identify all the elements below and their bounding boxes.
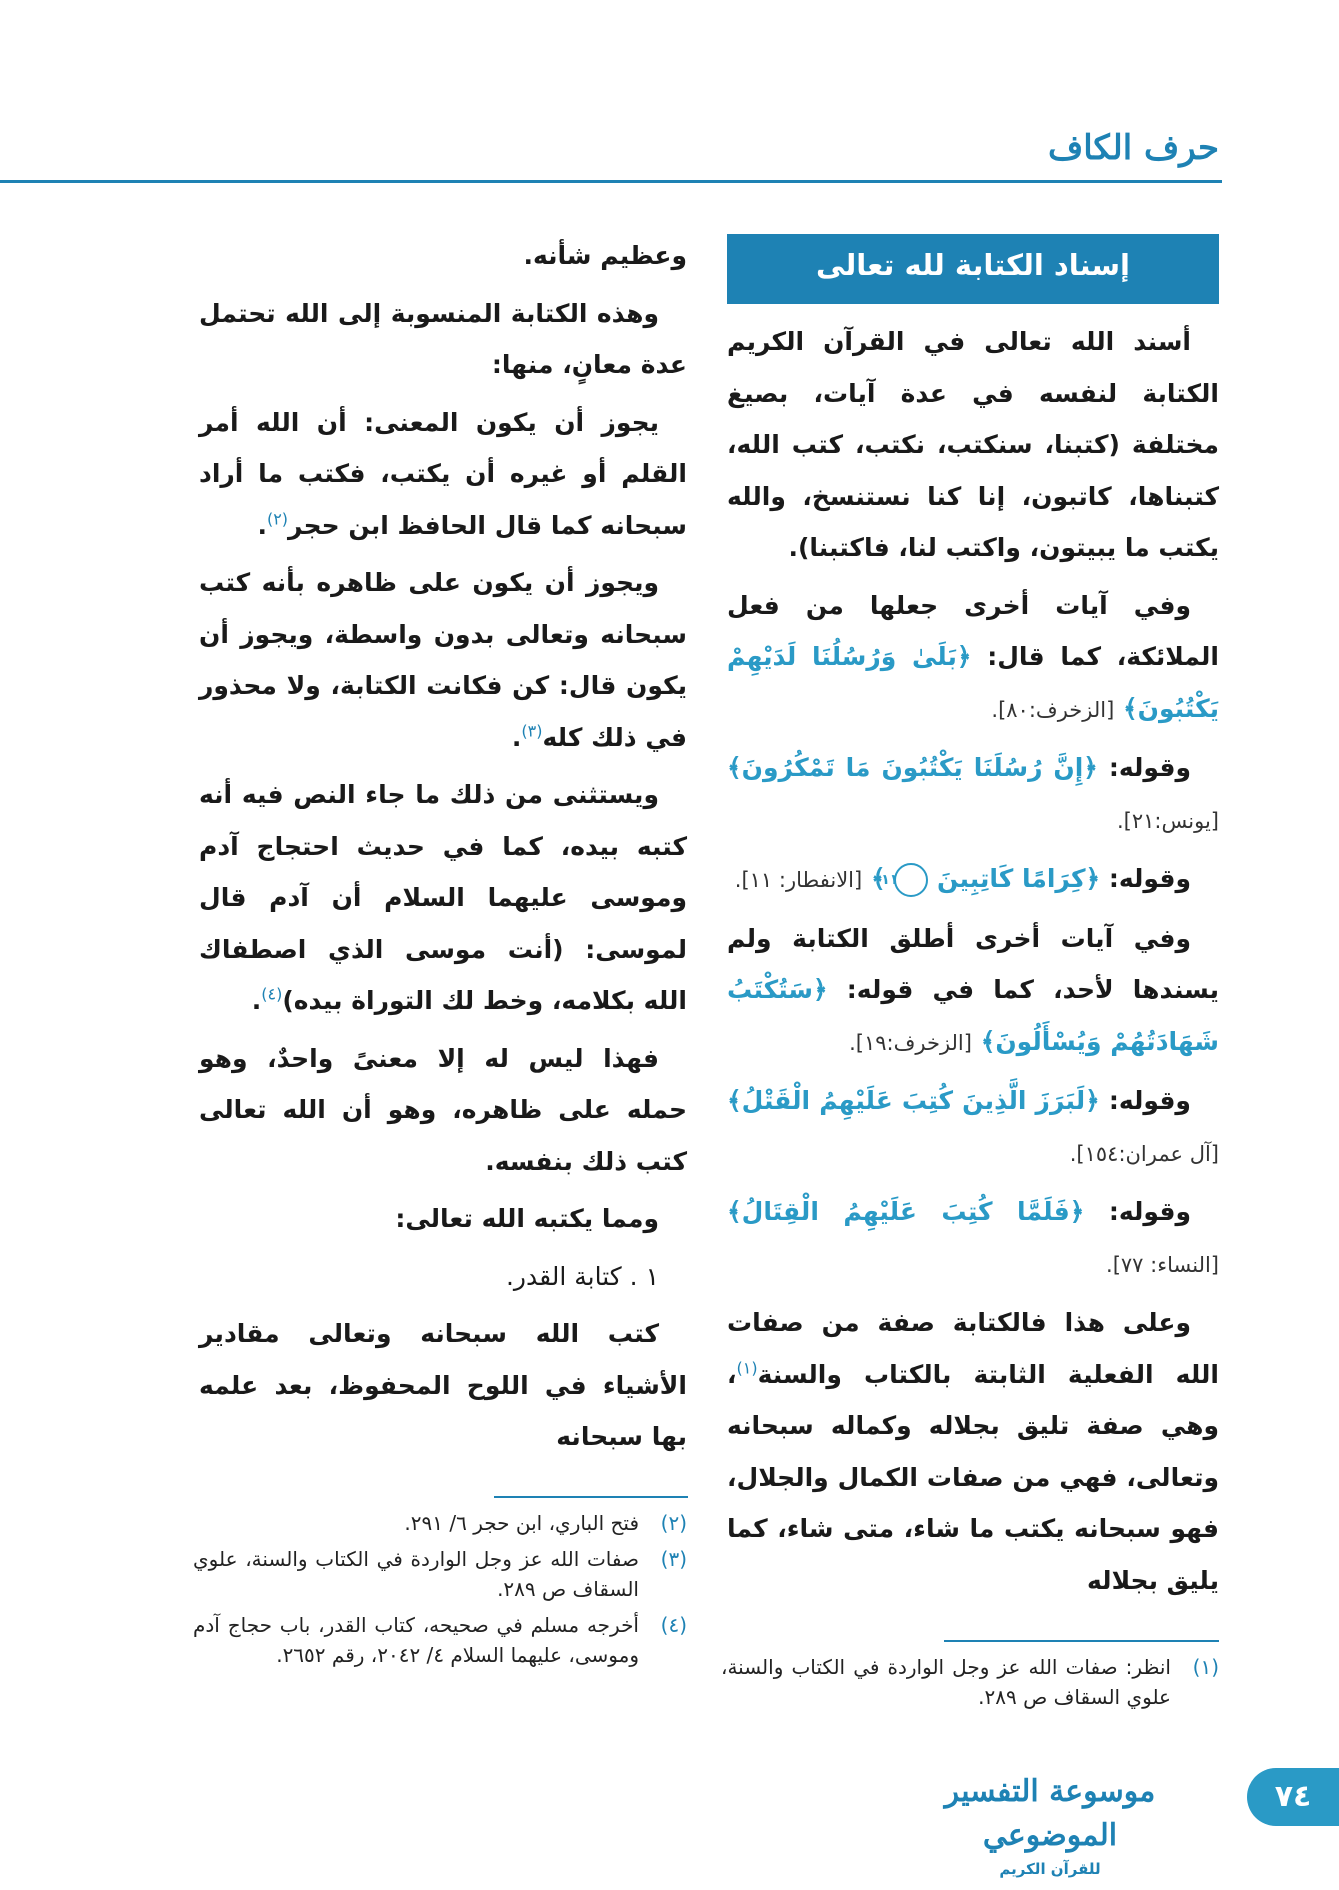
paragraph-text: ويجوز أن يكون على ظاهره بأنه كتب سبحانه وتعالى بدون واسطة، ويجوز أن يكون قال: كن فكانت الكتابة، ولا محذور في ذلك كله	[199, 568, 687, 752]
paragraph-text: ويستثنى من ذلك ما جاء النص فيه أنه كتبه بيده، كما في حديث احتجاج آدم وموسى عليهما السلام أن آدم قال لموسى: (أنت موسى الذي اصطفاك الله بكلامه، وخط لك التوراة بيده)	[199, 780, 687, 1015]
quran-verse: ﴿بَلَىٰ وَرُسُلُنَا لَدَيْهِمْ يَكْتُبُونَ﴾	[727, 642, 1219, 723]
paragraph-text: يجوز أن يكون المعنى: أن الله أمر القلم أو غيره أن يكتب، فكتب ما أراد سبحانه كما قال الحافظ ابن حجر	[199, 407, 687, 540]
footnote-number: (٤)	[660, 1613, 687, 1637]
paragraph: ومما يكتبه الله تعالى:	[395, 1204, 659, 1233]
footnote-text: فتح الباري، ابن حجر ٦/ ٢٩١.	[404, 1511, 639, 1535]
footnote-marker[interactable]: (٢)	[266, 509, 289, 529]
paragraph-end: .	[251, 986, 262, 1015]
paragraph: فهذا ليس له إلا معنىً واحدٌ، وهو حمله على ظاهره، وهو أن الله تعالى كتب ذلك بنفسه.	[199, 1043, 687, 1176]
chapter-title: حرف الكاف	[1047, 128, 1219, 168]
section-title: إسناد الكتابة لله تعالى	[727, 234, 1219, 304]
logo-line-2: للقرآن الكريم	[999, 1860, 1101, 1878]
footnotes-left	[193, 1508, 687, 1676]
footnote-marker[interactable]: (١)	[736, 1358, 758, 1378]
verse-reference: [يونس:٢١].	[1116, 808, 1219, 833]
paragraph	[727, 853, 1219, 907]
footnote-text: صفات الله عز وجل الواردة في الكتاب والسنة، علوي السقاف ص ٢٨٩.	[193, 1547, 639, 1601]
paragraph: وعظيم شأنه.	[523, 241, 687, 270]
quran-verse: ﴿فَلَمَّا كُتِبَ عَلَيْهِمُ الْقِتَالُ﴾	[727, 1197, 1085, 1226]
paragraph-text: وقوله:	[1108, 1197, 1191, 1226]
footnote	[193, 1508, 687, 1538]
footnote-number: (٣)	[660, 1547, 687, 1571]
subheading: ١ . كتابة القدر.	[505, 1261, 659, 1291]
paragraph	[199, 397, 687, 552]
logo-line-1: موسوعة التفسير الموضوعي	[944, 1774, 1156, 1853]
left-column	[199, 230, 687, 1469]
paragraph	[727, 1075, 1219, 1180]
verse-reference: [الزخرف:١٩].	[849, 1030, 972, 1055]
paragraph: كتب الله سبحانه وتعالى مقادير الأشياء في اللوح المحفوظ، بعد علمه بها سبحانه	[199, 1319, 687, 1451]
paragraph-text: وفي آيات أخرى أطلق الكتابة ولم يسندها لأحد، كما في قوله:	[727, 923, 1219, 1004]
footnote-divider-right	[944, 1640, 1219, 1642]
ayah-number-icon: ١١	[894, 863, 928, 897]
right-column	[727, 234, 1219, 1612]
quran-verse: ﴿إِنَّ رُسُلَنَا يَكْتُبُونَ مَا تَمْكُرُونَ﴾	[727, 753, 1098, 782]
paragraph-text: وقوله:	[1108, 753, 1191, 782]
paragraph-end: .	[511, 722, 522, 752]
paragraph	[199, 769, 687, 1027]
footnote-divider-left	[494, 1496, 688, 1498]
paragraph	[727, 1297, 1219, 1606]
footnote	[193, 1544, 687, 1604]
paragraph	[727, 1186, 1219, 1291]
verse-reference: [الزخرف:٨٠].	[991, 697, 1115, 722]
paragraph: أسند الله تعالى في القرآن الكريم الكتابة لنفسه في عدة آيات، بصيغ مختلفة (كتبنا، سنكتب، نكتب، كتب الله، كتبناها، كاتبون، إنا كنا نستنسخ، والله يكتب ما يبيتون، واكتب لنا، فاكتبنا).	[727, 327, 1219, 562]
paragraph	[199, 557, 687, 763]
footnotes-right	[721, 1652, 1219, 1718]
paragraph-text: ، وهي صفة تليق بجلاله وكماله سبحانه وتعالى، فهي من صفات الكمال والجلال، فهو سبحانه يكتب ما شاء، متى شاء، كما يليق بجلاله	[727, 1359, 1219, 1595]
page-number: ٧٤	[1247, 1768, 1339, 1826]
footnote-number: (٢)	[660, 1511, 687, 1535]
footnote-marker[interactable]: (٤)	[261, 984, 283, 1004]
paragraph-text: وفي آيات أخرى جعلها من فعل الملائكة، كما قال:	[727, 590, 1219, 671]
footnote-text: أخرجه مسلم في صحيحه، كتاب القدر، باب حجاج آدم وموسى، عليهما السلام ٤/ ٢٠٤٢، رقم ٢٦٥٢.	[193, 1613, 639, 1667]
verse-reference: [آل عمران:١٥٤].	[1069, 1141, 1219, 1166]
paragraph: وهذه الكتابة المنسوبة إلى الله تحتمل عدة معانٍ، منها:	[199, 298, 687, 379]
paragraph	[727, 580, 1219, 737]
verse-reference: [النساء: ٧٧].	[1106, 1252, 1219, 1277]
quran-verse-end: ﴾	[870, 864, 886, 893]
quran-verse: ﴿كِرَامًا كَاتِبِينَ	[937, 864, 1101, 893]
encyclopedia-logo	[920, 1770, 1180, 1878]
paragraph	[727, 742, 1219, 847]
paragraph	[727, 913, 1219, 1070]
footnote-text: انظر: صفات الله عز وجل الواردة في الكتاب والسنة، علوي السقاف ص ٢٨٩.	[721, 1655, 1171, 1709]
paragraph-text: وعلى هذا فالكتابة صفة من صفات الله الفعلية الثابتة بالكتاب والسنة	[727, 1308, 1219, 1389]
header-rule	[0, 180, 1222, 183]
paragraph-text: وقوله:	[1108, 864, 1191, 893]
footnote-marker[interactable]: (٣)	[521, 721, 543, 741]
footnote	[721, 1652, 1219, 1712]
paragraph-text: وقوله:	[1108, 1086, 1191, 1115]
footnote	[193, 1610, 687, 1670]
quran-verse: ﴿سَتُكْتَبُ شَهَادَتُهُمْ وَيُسْأَلُونَ﴾	[727, 975, 1219, 1056]
quran-verse: ﴿لَبَرَزَ الَّذِينَ كُتِبَ عَلَيْهِمُ الْقَتْلُ﴾	[727, 1086, 1100, 1115]
footnote-number: (١)	[1192, 1655, 1219, 1679]
paragraph-end: .	[257, 510, 267, 540]
verse-reference: [الانفطار: ١١].	[734, 868, 863, 892]
